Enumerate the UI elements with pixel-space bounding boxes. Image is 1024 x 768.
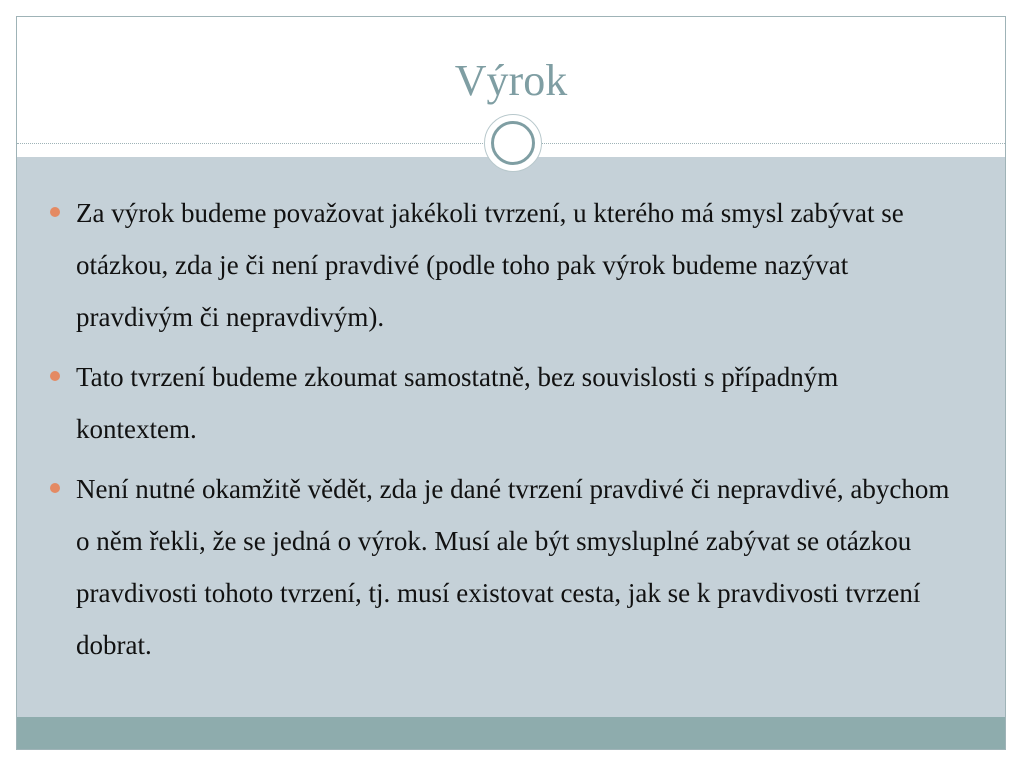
ring-icon <box>491 121 535 165</box>
bullet-item <box>17 187 1005 343</box>
bullet-dot-icon <box>50 207 60 217</box>
circle-ornament-icon <box>484 114 542 172</box>
bullet-text: Tato tvrzení budeme zkoumat samostatně, bez souvislosti s případným kontextem. <box>76 362 839 444</box>
slide <box>16 16 1006 750</box>
bullet-dot-icon <box>50 483 60 493</box>
bullet-item <box>17 351 1005 455</box>
slide-title: Výrok <box>454 56 568 105</box>
content-area <box>17 157 1005 717</box>
bullet-text: Není nutné okamžitě vědět, zda je dané tvrzení pravdivé či nepravdivé, abychom o něm řekli, že se jedná o výrok. Musí ale být smysluplné zabývat se otázkou pravdivosti tohoto tvrzení, tj. musí existovat cesta, jak se k pravdivosti tvrzení dobrat. <box>76 474 950 660</box>
bullet-text: Za výrok budeme považovat jakékoli tvrzení, u kterého má smysl zabývat se otázkou, zda je či není pravdivé (podle toho pak výrok budeme nazývat pravdivým či nepravdivým). <box>76 198 904 332</box>
footer-band <box>17 717 1005 750</box>
bullet-item <box>17 463 1005 671</box>
bullet-dot-icon <box>50 371 60 381</box>
bullet-list <box>17 187 1005 679</box>
